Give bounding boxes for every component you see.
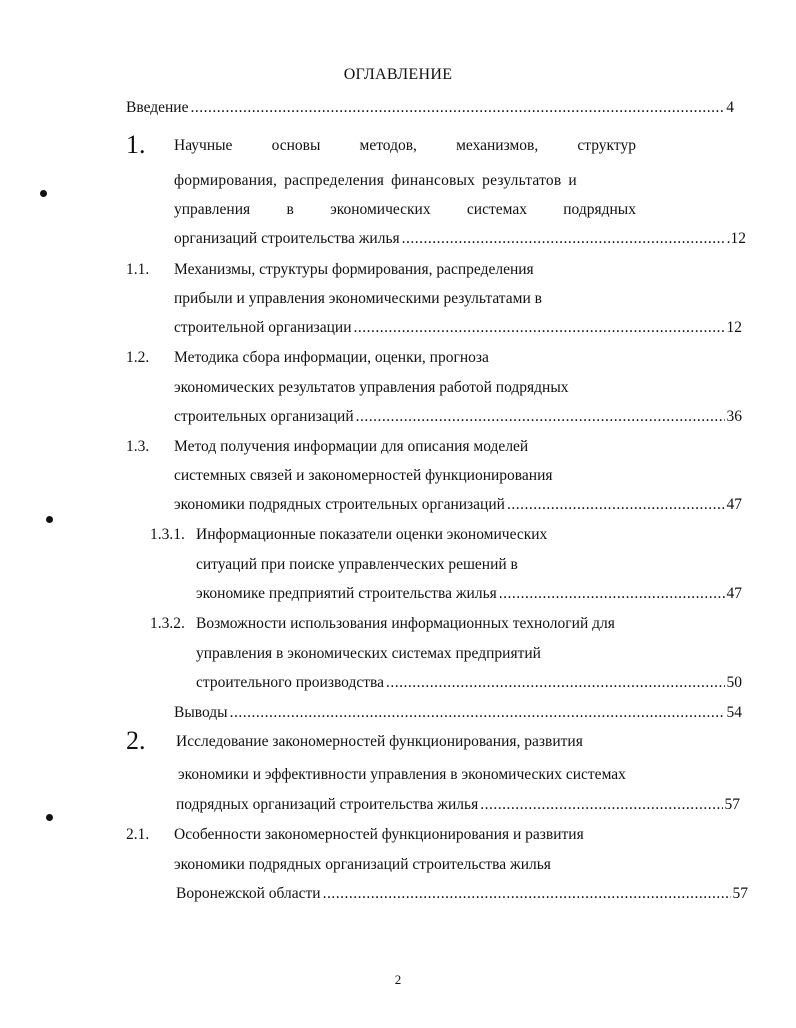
leader-dots — [190, 97, 724, 119]
chapter-number: 1. — [126, 130, 146, 159]
toc-entry-ch1-line3 — [174, 199, 636, 221]
toc-entry-s132-line1: Возможности использования информационных технологий для — [196, 615, 615, 632]
toc-page-number: 12 — [726, 319, 742, 336]
toc-entry-text: экономики подрядных строительных организаций — [174, 496, 505, 513]
toc-word: Научные — [174, 137, 233, 154]
toc-entry-s11-line3 — [174, 317, 742, 339]
toc-entry-ch1-line1 — [174, 135, 636, 157]
toc-word: подрядных — [563, 201, 636, 218]
toc-word: управления — [174, 201, 251, 218]
toc-entry-text: строительной организации — [174, 319, 352, 336]
page-number: 2 — [394, 972, 402, 987]
toc-page-number: 57 — [732, 885, 748, 902]
leader-dots — [356, 406, 725, 428]
toc-entry-text: Воронежской области — [176, 885, 321, 902]
toc-entry-s12-line2: экономических результатов управления работой подрядных — [174, 379, 569, 396]
scan-mark — [46, 814, 53, 821]
toc-word: структур — [577, 137, 636, 154]
toc-entry-text: организаций строительства жилья — [174, 230, 400, 247]
toc-entry-s11-line1: Механизмы, структуры формирования, распределения — [174, 261, 534, 278]
toc-word: основы — [271, 137, 321, 154]
section-number: 1.3.2. — [150, 615, 185, 632]
section-number: 2.1. — [126, 826, 150, 843]
scan-mark — [46, 516, 53, 523]
toc-title: ОГЛАВЛЕНИЕ — [343, 66, 453, 83]
toc-entry-s13-line3 — [174, 494, 742, 516]
toc-entry-text: экономике предприятий строительства жилья — [196, 585, 497, 602]
toc-entry-text: подрядных организаций строительства жилья — [176, 796, 479, 813]
toc-word: методов, — [359, 137, 417, 154]
toc-entry-s13-line2: системных связей и закономерностей функционирования — [174, 467, 553, 484]
leader-dots — [354, 317, 725, 339]
toc-word: системах — [466, 201, 527, 218]
toc-page-number: 57 — [724, 796, 740, 813]
toc-entry-s13-line1: Метод получения информации для описания моделей — [174, 438, 529, 455]
toc-entry-s132-line2: управления в экономических системах предприятий — [196, 645, 541, 662]
toc-entry-s12-line3 — [174, 406, 742, 428]
toc-page-number: 36 — [726, 408, 742, 425]
scan-mark — [40, 190, 47, 197]
toc-entry-ch1-line2: формирования, распределения финансовых результатов и — [174, 172, 577, 189]
toc-word: экономических — [330, 201, 431, 218]
toc-word: в — [286, 201, 294, 218]
toc-entry-ch2-line2: экономики и эффективности управления в экономических системах — [178, 766, 626, 783]
leader-dots — [386, 672, 725, 694]
leader-dots — [402, 228, 725, 250]
toc-page-number: 47 — [726, 496, 742, 513]
toc-entry-text: Выводы — [174, 704, 228, 721]
section-number: 1.2. — [126, 349, 150, 366]
leader-dots — [230, 702, 725, 724]
toc-entry-s21-line3 — [176, 883, 748, 905]
toc-entry-s11-line2: прибыли и управления экономическими результатами в — [174, 290, 542, 307]
leader-dots — [323, 883, 731, 905]
toc-entry-s12-line1: Методика сбора информации, оценки, прогноза — [174, 349, 489, 366]
toc-entry-ch1-line4 — [174, 228, 746, 250]
toc-entry-text: строительных организаций — [174, 408, 354, 425]
leader-dots — [507, 494, 725, 516]
toc-page-number: 54 — [726, 704, 742, 721]
leader-dots — [480, 794, 722, 816]
toc-word: механизмов, — [456, 137, 539, 154]
section-number: 1.1. — [126, 261, 150, 278]
toc-entry-text: Введение — [126, 99, 189, 116]
leader-dots — [499, 583, 725, 605]
toc-entry-s131-line1: Информационные показатели оценки экономических — [196, 526, 548, 543]
chapter-number: 2. — [126, 726, 146, 755]
section-number: 1.3. — [126, 438, 150, 455]
toc-entry-text: строительного производства — [196, 674, 384, 691]
section-number: 1.3.1. — [150, 526, 185, 543]
toc-entry-ch2-line1: Исследование закономерностей функционирования, развития — [176, 733, 583, 750]
toc-entry-s131-line3 — [196, 583, 742, 605]
toc-entry-s131-line2: ситуаций при поиске управленческих решений в — [196, 556, 518, 573]
toc-page-number: 47 — [726, 585, 742, 602]
toc-page-number: 4 — [726, 99, 734, 116]
toc-page-number: .12 — [726, 230, 746, 247]
toc-page-number: 50 — [726, 674, 742, 691]
toc-entry-s21-line2: экономики подрядных организаций строительства жилья — [174, 856, 551, 873]
toc-entry-s132-line3 — [196, 672, 742, 694]
toc-entry-ch2-line3 — [176, 794, 740, 816]
toc-entry-conclusions — [174, 702, 742, 724]
toc-entry-intro — [126, 97, 734, 119]
toc-entry-s21-line1: Особенности закономерностей функционирования и развития — [174, 826, 584, 843]
